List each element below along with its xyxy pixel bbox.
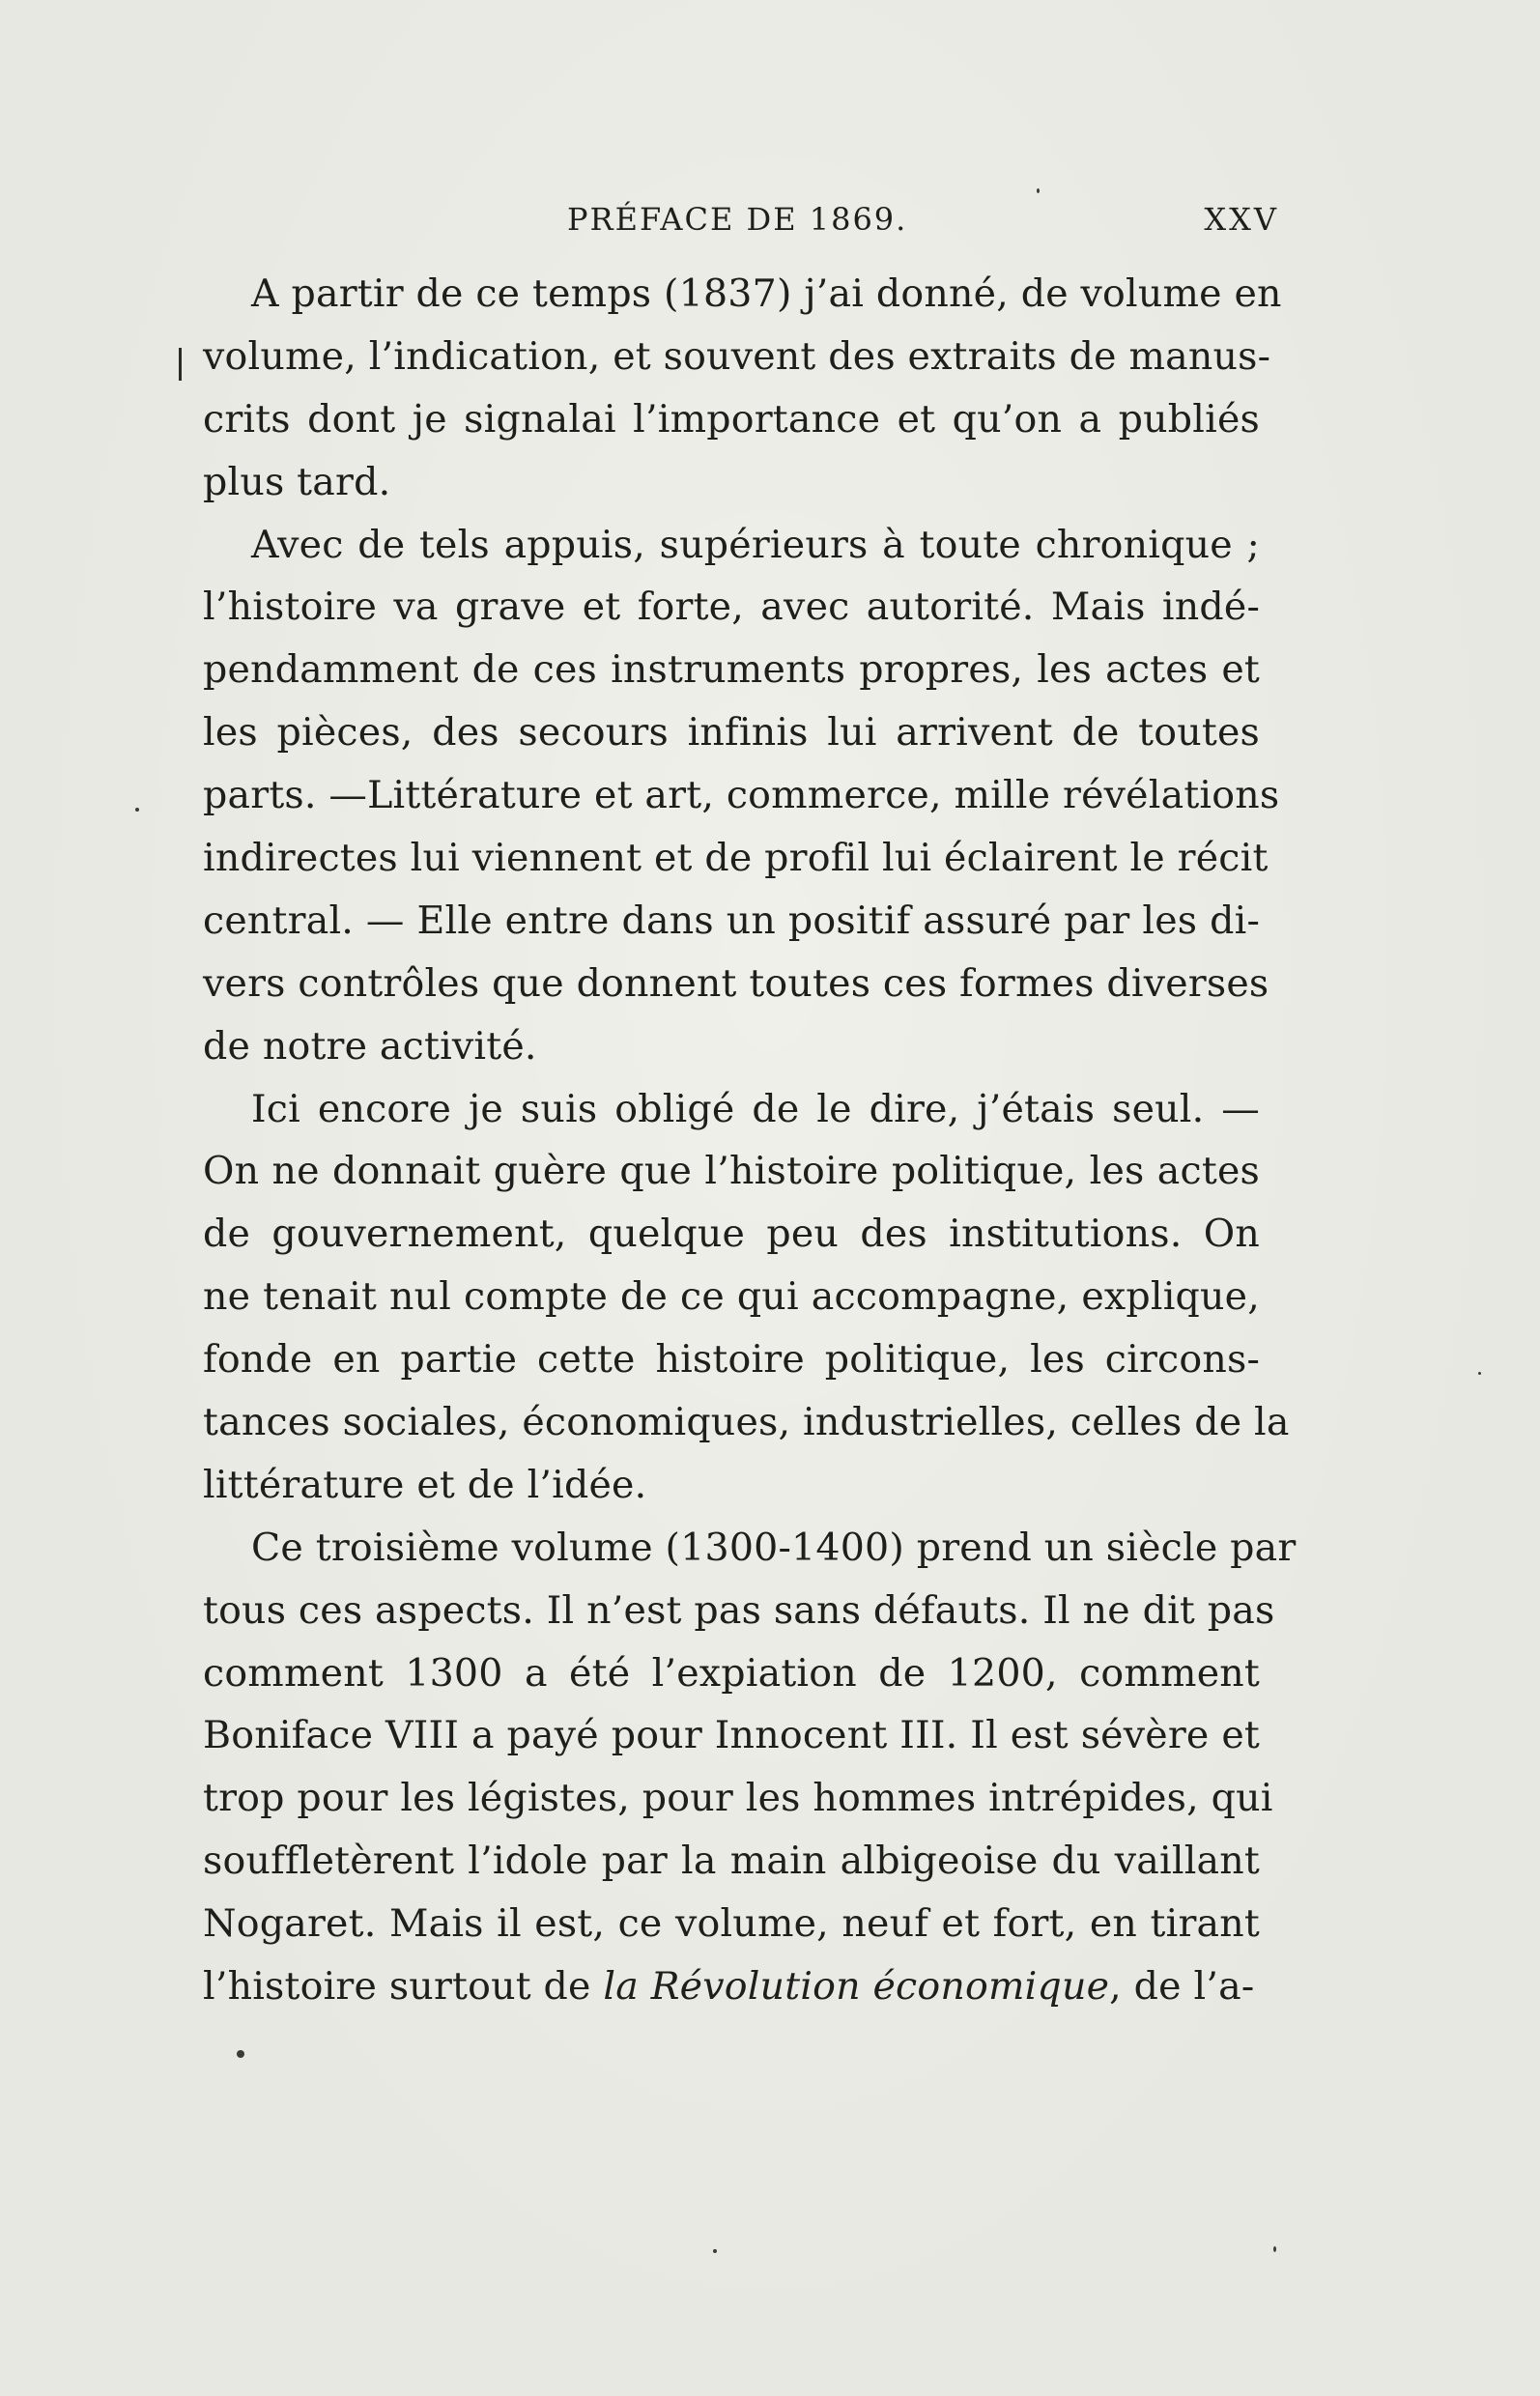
text-line: tances sociales, économiques, industrielles, celles de la	[203, 1400, 1290, 1445]
text-line: pendamment de ces instruments propres, les actes et	[203, 647, 1260, 693]
text-line: plus tard.	[203, 459, 391, 504]
running-title: PRÉFACE DE 1869.	[567, 201, 908, 238]
page-number: XXV	[1204, 201, 1279, 238]
body-text	[203, 263, 1297, 2018]
paper-speck	[237, 2050, 244, 2058]
text-line: de notre activité.	[203, 1023, 537, 1069]
text-line: trop pour les légistes, pour les hommes intrépides, qui	[203, 1776, 1273, 1821]
paper-speck	[1273, 2246, 1276, 2252]
text-line: les pièces, des secours infinis lui arrivent de toutes	[203, 710, 1260, 756]
paper-speck	[713, 2249, 717, 2253]
text-line: A partir de ce temps (1837) j’ai donné, de volume en	[251, 271, 1282, 316]
text-line: souffletèrent l’idole par la main albigeoise du vaillant	[203, 1839, 1260, 1884]
text-line: parts. —Littérature et art, commerce, mille révélations	[203, 773, 1280, 818]
paper-speck	[1478, 1372, 1481, 1375]
text-line: crits dont je signalai l’importance et qu’on a publiés	[203, 396, 1260, 442]
text-line: comment 1300 a été l’expiation de 1200, comment	[203, 1650, 1260, 1696]
text-line: Boniface VIII a payé pour Innocent III. Il est sévère et	[203, 1713, 1260, 1758]
text-fragment: , de l’a-	[1109, 1964, 1255, 2010]
text-line: Ici encore je suis obligé de le dire, j’étais seul. —	[251, 1086, 1260, 1131]
text-line: l’histoire va grave et forte, avec autorité. Mais indé-	[203, 585, 1260, 630]
text-line-final	[203, 1955, 1260, 2018]
margin-mark	[179, 348, 182, 381]
italic-title: la Révolution économique	[603, 1964, 1110, 2010]
text-line: de gouvernement, quelque peu des institutions. On	[203, 1212, 1260, 1257]
text-line: Avec de tels appuis, supérieurs à toute chronique ;	[251, 522, 1260, 567]
text-line: Ce troisième volume (1300-1400) prend un siècle par	[251, 1525, 1297, 1570]
text-line: vers contrôles que donnent toutes ces formes diverses	[203, 960, 1269, 1006]
text-line: volume, l’indication, et souvent des extraits de manus-	[203, 333, 1271, 379]
text-line: central. — Elle entre dans un positif assuré par les di-	[203, 898, 1260, 943]
page-header	[205, 201, 1279, 249]
text-line: littérature et de l’idée.	[203, 1462, 647, 1507]
text-line: fonde en partie cette histoire politique, les circons-	[203, 1337, 1260, 1383]
paper-speck	[1037, 188, 1040, 193]
text-line: Nogaret. Mais il est, ce volume, neuf et fort, en tirant	[203, 1901, 1260, 1947]
text-line: tous ces aspects. Il n’est pas sans défauts. Il ne dit pas	[203, 1587, 1275, 1633]
text-fragment: l’histoire surtout de	[203, 1964, 604, 2010]
paper-speck	[135, 808, 139, 812]
text-line: ne tenait nul compte de ce qui accompagne, explique,	[203, 1274, 1260, 1320]
text-line: indirectes lui viennent et de profil lui éclairent le récit	[203, 836, 1269, 881]
text-line: On ne donnait guère que l’histoire politique, les actes	[203, 1149, 1260, 1194]
